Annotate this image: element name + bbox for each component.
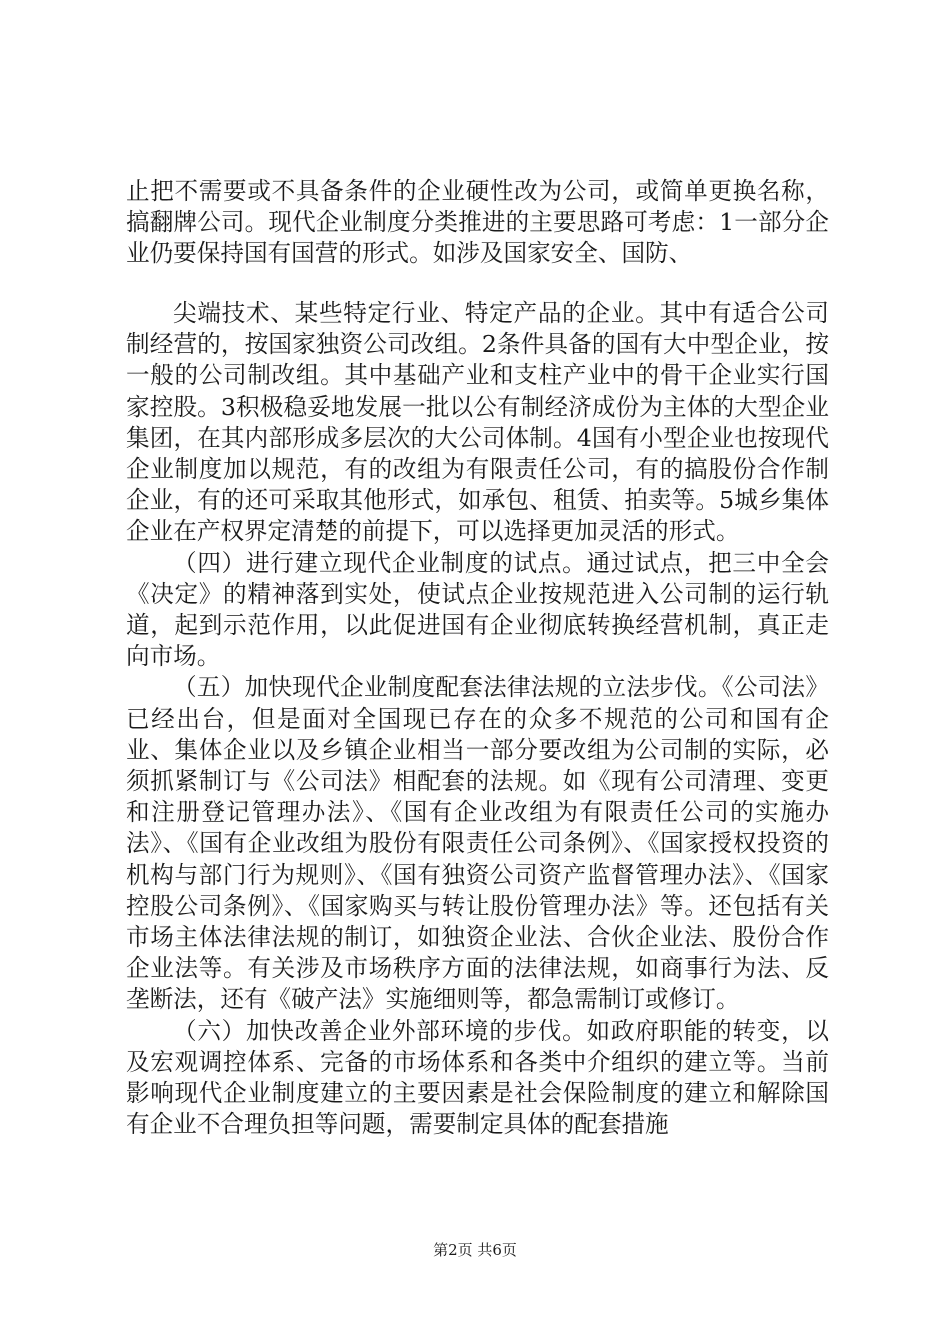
paragraph-pilot: （四）进行建立现代企业制度的试点。通过试点，把三中全会《决定》的精神落到实处，使试点企业按规范进入公司制的运行轨道，起到示范作用，以此促进国有企业彻底转换经营机制，真正走向市场。 (126, 548, 829, 671)
paragraph-categories: 尖端技术、某些特定行业、特定产品的企业。其中有适合公司制经营的，按国家独资公司改组。2条件具备的国有大中型企业，按一般的公司制改组。其中基础产业和支柱产业中的骨干企业实行国家控股。3积极稳妥地发展一批以公有制经济成份为主体的大型企业集团，在其内部形成多层次的大公司体制。4国有小型企业也按现代企业制度加以规范，有的改组为有限责任公司，有的搞股份合作制企业，有的还可采取其他形式，如承包、租赁、拍卖等。5城乡集体企业在产权界定清楚的前提下，可以选择更加灵活的形式。 (126, 299, 829, 546)
continuation-paragraph: 止把不需要或不具备条件的企业硬性改为公司，或简单更换名称，搞翻牌公司。现代企业制度分类推进的主要思路可考虑：1一部分企业仍要保持国有国营的形式。如涉及国家安全、国防、 (126, 177, 829, 268)
paragraph-legislation: （五）加快现代企业制度配套法律法规的立法步伐。《公司法》已经出台，但是面对全国现已存在的众多不规范的公司和国有企业、集体企业以及乡镇企业相当一部分要改组为公司制的实际，必须抓紧制订与《公司法》相配套的法规。如《现有公司清理、变更和注册登记管理办法》、《国有企业改组为有限责任公司的实施办法》、《国有企业改组为股份有限责任公司条例》、《国家授权投资的机构与部门行为规则》、《国有独资公司资产监督管理办法》、《国家控股公司条例》、《国家购买与转让股份管理办法》等。还包括有关市场主体法律法规的制订，如独资企业法、合伙企业法、股份合作企业法等。有关涉及市场秩序方面的法律法规，如商事行为法、反垄断法，还有《破产法》实施细则等，都急需制订或修订。 (126, 673, 829, 1014)
paragraph-environment: （六）加快改善企业外部环境的步伐。如政府职能的转变，以及宏观调控体系、完备的市场体系和各类中介组织的建立等。当前影响现代企业制度建立的主要因素是社会保险制度的建立和解除国有企业不合理负担等问题，需要制定具体的配套措施 (126, 1016, 829, 1139)
body-text (126, 298, 829, 1140)
continuation-block (126, 176, 829, 270)
page-number-footer: 第2页 共6页 (433, 1241, 517, 1259)
